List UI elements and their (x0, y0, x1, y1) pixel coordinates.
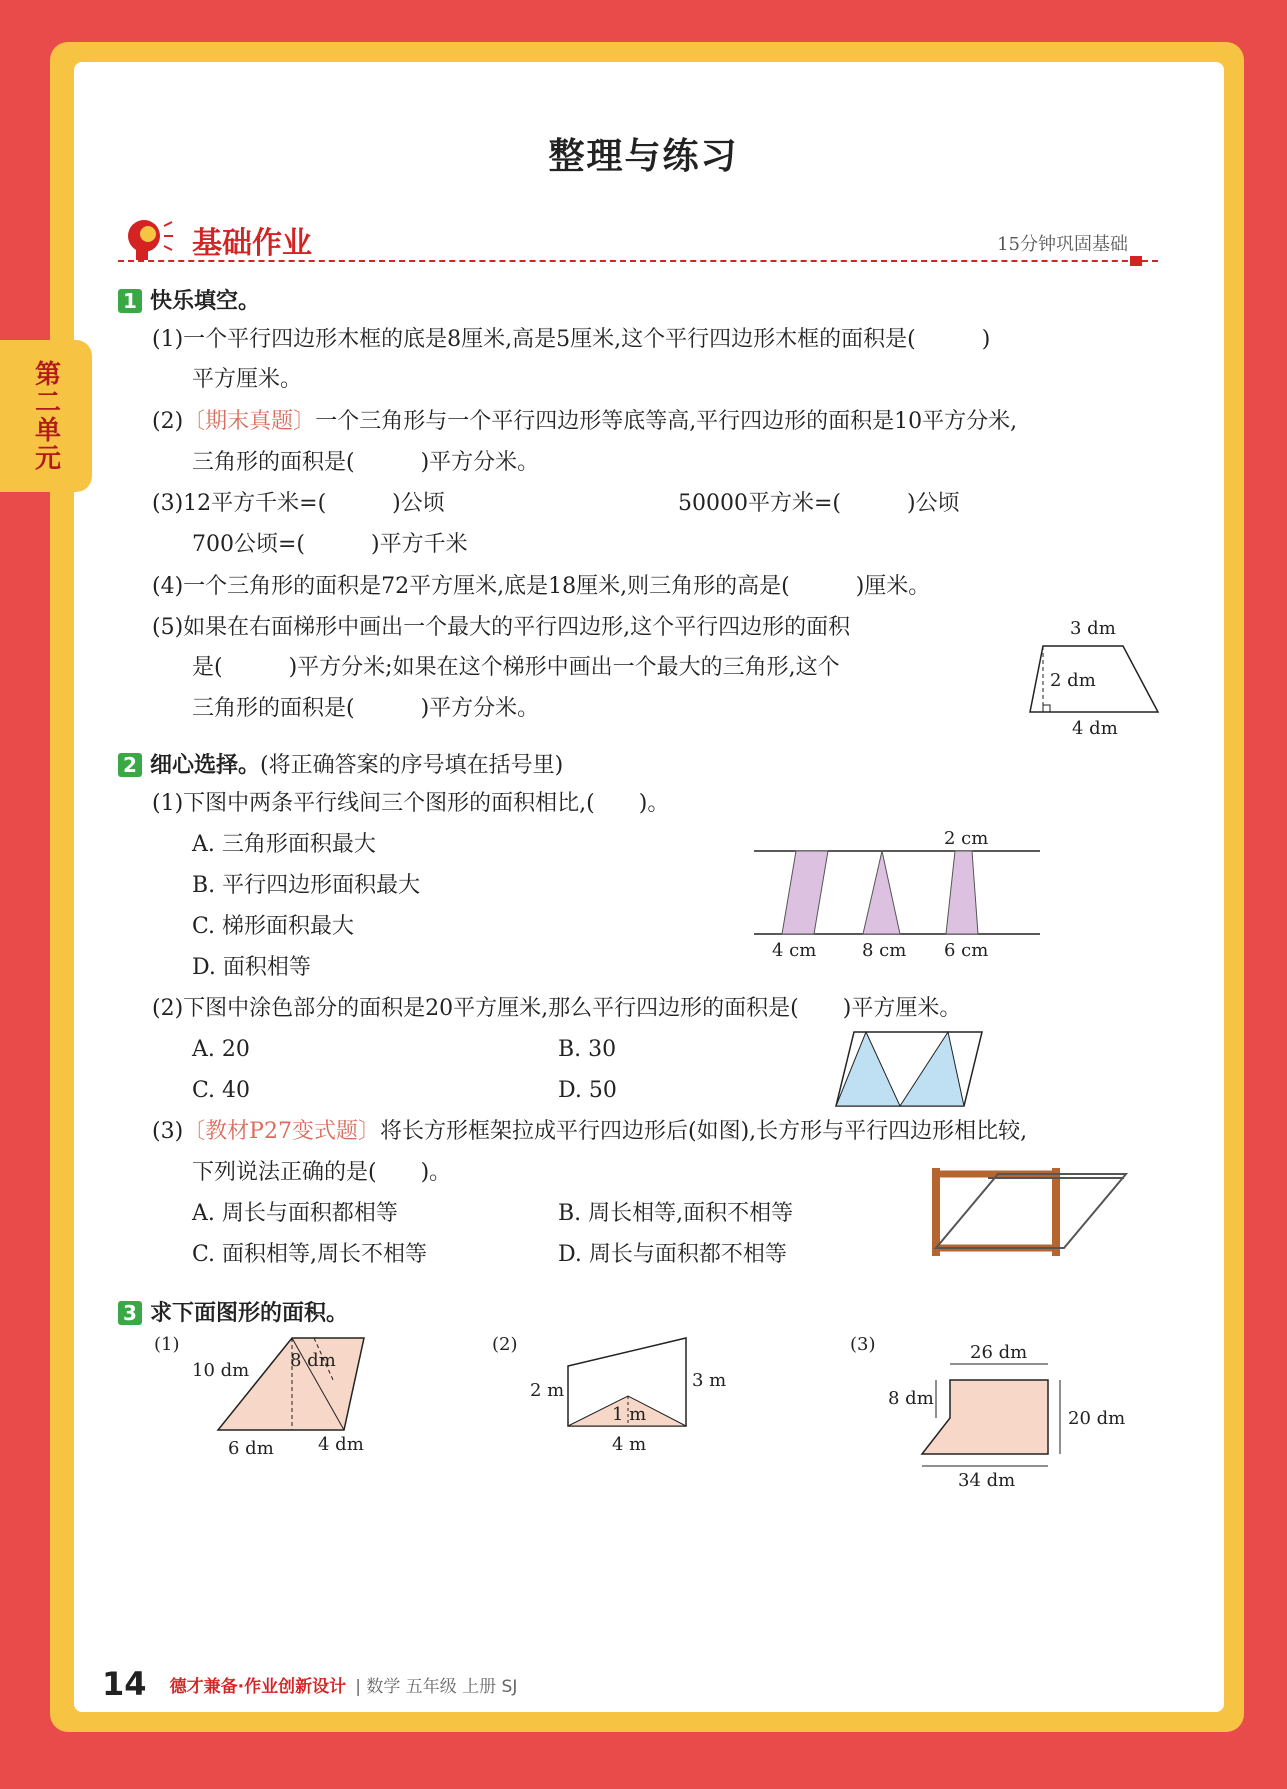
shape-3-top-label: 26 dm (970, 1342, 1028, 1363)
source-tag: 〔期末真题〕 (183, 409, 316, 434)
question-2-heading (118, 748, 563, 779)
q2-item-1-stem: (1)下图中两条平行线间三个图形的面积相比,( )。 (152, 791, 670, 816)
q2-item-1-option-a[interactable]: A. 三角形面积最大 (192, 832, 376, 857)
shape-3-base-label: 34 dm (958, 1470, 1016, 1491)
shape-2-height-label: 1 m (612, 1404, 647, 1425)
question-number-badge: 2 (118, 753, 142, 777)
q1-item-5-line-2: 是( )平方分米;如果在这个梯形中画出一个最大的三角形,这个 (192, 655, 840, 680)
parallelogram-base-label: 4 cm (772, 940, 817, 961)
shape-1-label: (1) (154, 1334, 180, 1355)
wooden-frame (936, 1174, 1056, 1248)
shape-3-height-label: 20 dm (1068, 1408, 1126, 1429)
shape-1-height-label: 8 dm (290, 1350, 336, 1371)
q1-item-5-line-3: 三角形的面积是( )平方分米。 (192, 696, 540, 721)
section-divider (118, 260, 1158, 262)
unit-tab: 第二单元 (0, 340, 92, 492)
shape-2-right-label: 3 m (692, 1370, 727, 1391)
publisher-name: 德才兼备·作业创新设计 (169, 1676, 347, 1697)
q2-item-3-line-1 (152, 1117, 1027, 1147)
q1-item-3-part-c: 700公顷=( )平方千米 (192, 532, 468, 557)
shape-2-left-label: 2 m (530, 1380, 565, 1401)
shape-2-label: (2) (492, 1334, 518, 1355)
q2-item-3-option-c[interactable]: C. 面积相等,周长不相等 (192, 1242, 428, 1267)
question-number-badge: 3 (118, 1301, 142, 1325)
bulb-icon (118, 216, 174, 264)
divider-marker (1130, 256, 1142, 266)
q2-item-2-option-b[interactable]: B. 30 (558, 1037, 617, 1062)
q2-item-3-option-d[interactable]: D. 周长与面积都不相等 (558, 1242, 787, 1267)
q2-item-3-option-b[interactable]: B. 周长相等,面积不相等 (558, 1201, 794, 1226)
book-info: | 数学 五年级 上册 SJ (355, 1676, 518, 1697)
shape-3-figure (846, 1330, 1126, 1491)
q2-item-3-line-2: 下列说法正确的是( )。 (192, 1160, 452, 1185)
question-1-title: 快乐填空。 (150, 289, 261, 314)
shape-1-side-label: 10 dm (192, 1360, 250, 1381)
top-width-label: 2 cm (944, 828, 989, 849)
shaded-parallelogram-figure (836, 1028, 986, 1110)
q2-item-2-option-c[interactable]: C. 40 (192, 1078, 251, 1103)
shape-3-trapezoid (922, 1380, 1048, 1454)
q2-item-2-option-a[interactable]: A. 20 (192, 1037, 250, 1062)
q1-item-3-part-a: (3)12平方千米=( )公顷 (152, 491, 445, 516)
trapezoid-figure (1020, 618, 1170, 740)
page-title: 整理与练习 (548, 136, 739, 177)
q1-item-2-text: 一个三角形与一个平行四边形等底等高,平行四边形的面积是10平方分米, (315, 409, 1018, 434)
question-2-hint: (将正确答案的序号填在括号里) (260, 753, 564, 778)
triangle-base-label: 8 cm (862, 940, 907, 961)
q1-item-3-part-b: 50000平方米=( )公顷 (678, 491, 960, 516)
q2-item-1-option-b[interactable]: B. 平行四边形面积最大 (192, 873, 421, 898)
section-header (118, 216, 1158, 264)
trapezoid-top-label: 3 dm (1070, 618, 1116, 639)
q2-item-1-option-c[interactable]: C. 梯形面积最大 (192, 914, 355, 939)
purple-trapezoid (946, 851, 978, 934)
shape-2-base-label: 4 m (612, 1434, 647, 1455)
purple-parallelogram (782, 851, 828, 934)
question-2-title: 细心选择。 (150, 753, 261, 778)
page-number: 14 (102, 1665, 147, 1703)
shape-3-side-label: 8 dm (888, 1388, 934, 1409)
q2-item-1-option-d[interactable]: D. 面积相等 (192, 955, 311, 980)
q1-item-2-line-1 (152, 407, 1017, 437)
source-tag: 〔教材P27变式题〕 (183, 1119, 380, 1144)
shape-1-altitude-label: 4 dm (318, 1434, 364, 1455)
trapezoid-height-label: 2 dm (1050, 670, 1096, 691)
question-1-heading (118, 284, 260, 315)
shape-1-base-label: 6 dm (228, 1438, 274, 1459)
trapezoid-base-label: 6 cm (944, 940, 989, 961)
purple-triangle (863, 851, 900, 934)
q1-item-5-line-1: (5)如果在右面梯形中画出一个最大的平行四边形,这个平行四边形的面积 (152, 615, 851, 640)
question-3-heading (118, 1296, 348, 1327)
q2-item-2-option-d[interactable]: D. 50 (558, 1078, 617, 1103)
q1-item-1-line-1: (1)一个平行四边形木框的底是8厘米,高是5厘米,这个平行四边形木框的面积是( ) (152, 327, 991, 352)
shape-3-label: (3) (850, 1334, 876, 1355)
parallel-lines-figure (750, 824, 1050, 964)
section-label: 基础作业 (192, 226, 312, 261)
q1-item-1-line-2: 平方厘米。 (192, 367, 303, 392)
question-3-title: 求下面图形的面积。 (150, 1301, 349, 1326)
question-number-badge: 1 (118, 289, 142, 313)
q1-item-2-number: (2) (152, 409, 184, 434)
section-subtitle: 15分钟巩固基础 (997, 234, 1128, 255)
q1-item-2-line-2: 三角形的面积是( )平方分米。 (192, 450, 540, 475)
q2-item-3-option-a[interactable]: A. 周长与面积都相等 (192, 1201, 398, 1226)
stretched-parallelogram (936, 1174, 1126, 1248)
trapezoid-bottom-label: 4 dm (1072, 718, 1118, 739)
q2-item-3-text: 将长方形框架拉成平行四边形后(如图),长方形与平行四边形相比较, (379, 1119, 1028, 1144)
q2-item-3-number: (3) (152, 1119, 184, 1144)
shape-1-figure (150, 1330, 400, 1460)
shape-2-figure (488, 1330, 738, 1460)
page-footer (102, 1665, 517, 1703)
q1-item-4: (4)一个三角形的面积是72平方厘米,底是18厘米,则三角形的高是( )厘米。 (152, 574, 931, 599)
frame-figure (928, 1164, 1138, 1260)
q2-item-2-stem: (2)下图中涂色部分的面积是20平方厘米,那么平行四边形的面积是( )平方厘米。 (152, 996, 962, 1021)
